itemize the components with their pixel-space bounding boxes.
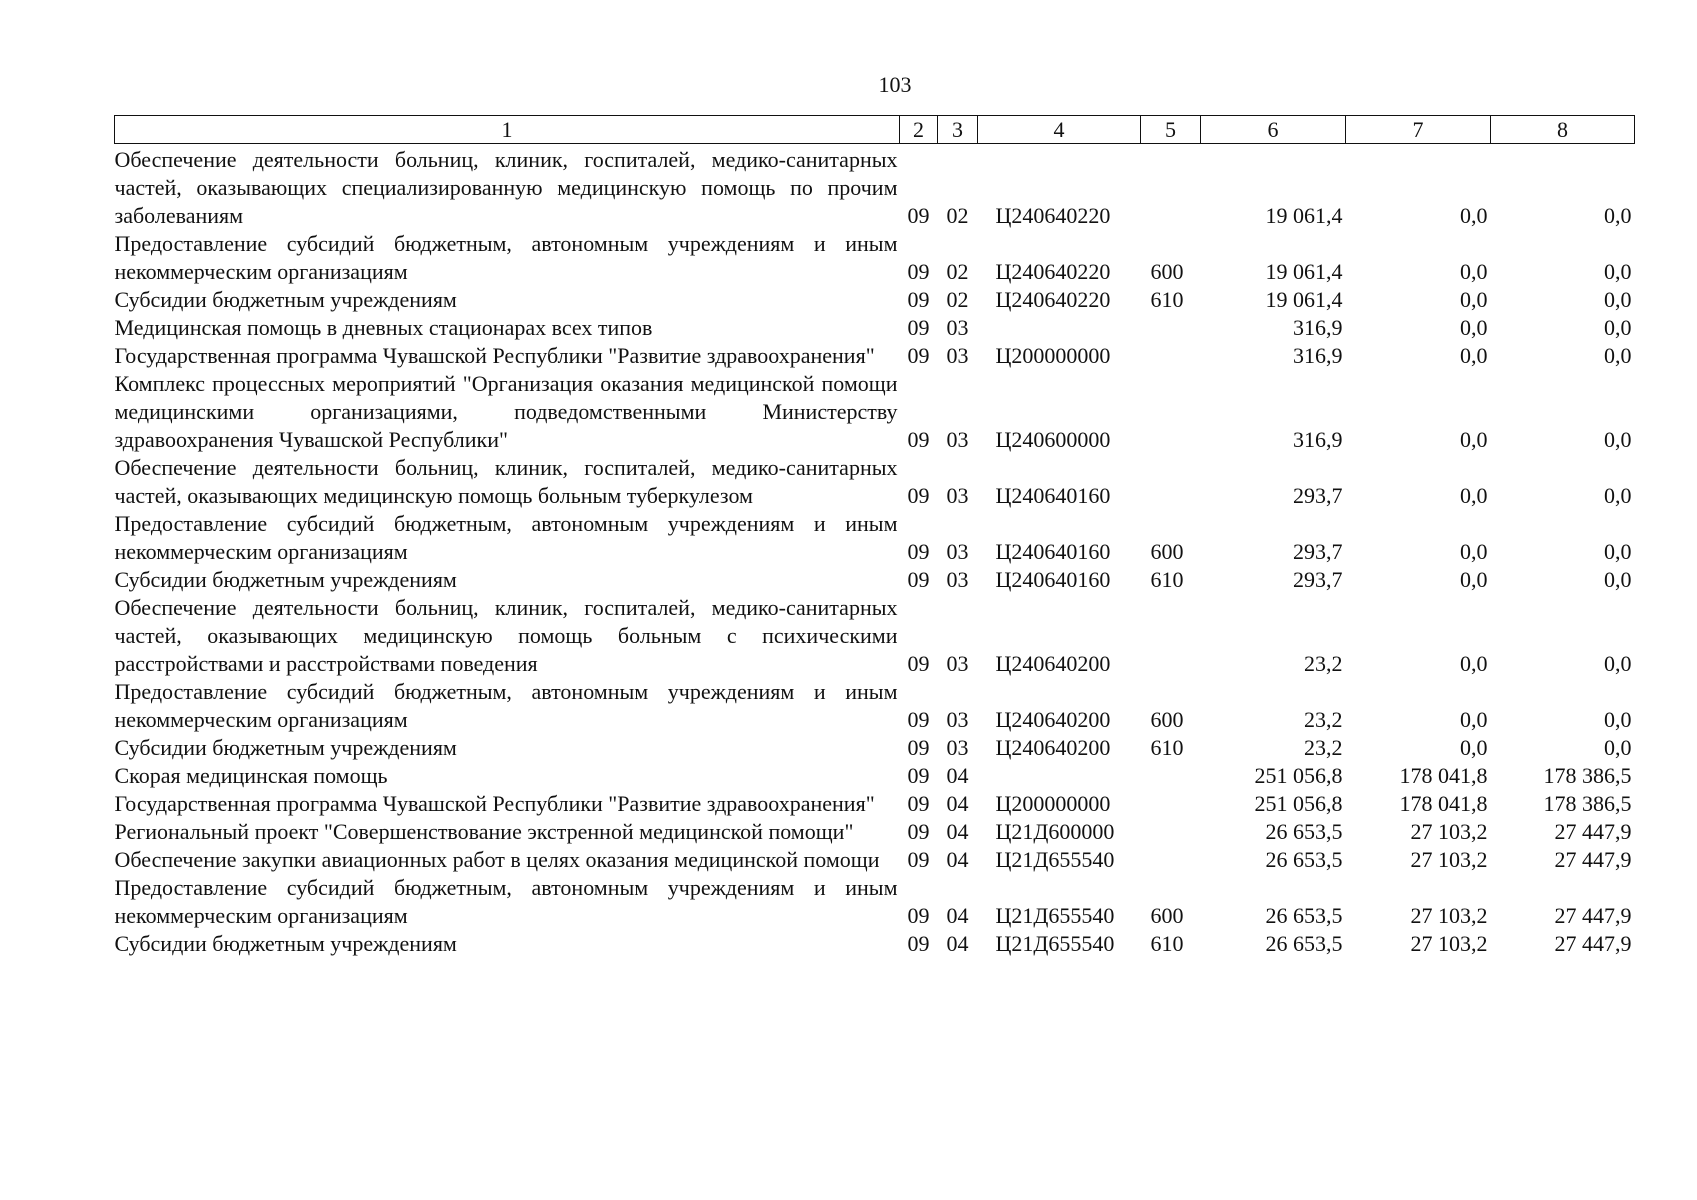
row-amount-2: 0,0 xyxy=(1460,567,1488,592)
table-row xyxy=(115,678,1635,734)
row-amount-3: 0,0 xyxy=(1604,483,1632,508)
row-amount-2: 178 041,8 xyxy=(1399,763,1488,788)
table-row xyxy=(115,454,1635,510)
table-header xyxy=(115,116,1635,144)
row-name: Субсидии бюджетным учреждениям xyxy=(114,287,457,312)
column-header-1: 1 xyxy=(115,116,900,144)
row-amount-2: 27 103,2 xyxy=(1410,903,1488,928)
row-amount-1: 23,2 xyxy=(1304,651,1343,676)
row-amount-1: 19 061,4 xyxy=(1265,259,1343,284)
row-amount-2: 27 103,2 xyxy=(1410,931,1488,956)
row-section: 09 xyxy=(907,903,930,928)
row-section: 09 xyxy=(907,791,930,816)
row-subsection: 03 xyxy=(946,539,969,564)
row-target-code: Ц240600000 xyxy=(995,427,1111,452)
row-target-code: Ц240640160 xyxy=(995,567,1111,592)
row-expense-type: 600 xyxy=(1150,707,1184,732)
header-row xyxy=(115,116,1635,144)
row-amount-2: 27 103,2 xyxy=(1410,847,1488,872)
row-amount-3: 0,0 xyxy=(1604,315,1632,340)
row-amount-1: 26 653,5 xyxy=(1265,819,1343,844)
row-expense-type: 600 xyxy=(1150,259,1184,284)
row-amount-3: 0,0 xyxy=(1604,287,1632,312)
row-name: Обеспечение закупки авиационных работ в целях оказания медицинской помощи xyxy=(114,847,880,872)
table-row xyxy=(115,734,1635,762)
row-name: Скорая медицинская помощь xyxy=(114,763,388,788)
row-subsection: 04 xyxy=(946,791,969,816)
row-amount-1: 23,2 xyxy=(1304,735,1343,760)
row-expense-type xyxy=(1141,762,1201,790)
row-amount-1: 26 653,5 xyxy=(1265,903,1343,928)
row-section: 09 xyxy=(907,819,930,844)
row-amount-2: 178 041,8 xyxy=(1399,791,1488,816)
row-amount-1: 293,7 xyxy=(1293,539,1343,564)
row-target-code: Ц21Д655540 xyxy=(995,847,1115,872)
row-section: 09 xyxy=(907,651,930,676)
row-expense-type xyxy=(1141,846,1201,874)
column-header-5: 5 xyxy=(1141,116,1201,144)
row-amount-2: 0,0 xyxy=(1460,287,1488,312)
row-amount-2: 0,0 xyxy=(1460,735,1488,760)
column-header-4: 4 xyxy=(978,116,1141,144)
row-subsection: 02 xyxy=(946,287,969,312)
row-amount-2: 27 103,2 xyxy=(1410,819,1488,844)
row-amount-3: 0,0 xyxy=(1604,343,1632,368)
table-row xyxy=(115,510,1635,566)
row-target-code: Ц21Д655540 xyxy=(995,903,1115,928)
row-amount-2: 0,0 xyxy=(1460,651,1488,676)
row-amount-3: 0,0 xyxy=(1604,567,1632,592)
row-amount-3: 0,0 xyxy=(1604,427,1632,452)
row-name: Медицинская помощь в дневных стационарах всех типов xyxy=(114,315,653,340)
row-amount-2: 0,0 xyxy=(1460,343,1488,368)
row-name: Государственная программа Чувашской Республики "Развитие здравоохранения" xyxy=(114,343,875,368)
row-subsection: 02 xyxy=(946,203,969,228)
row-amount-1: 23,2 xyxy=(1304,707,1343,732)
row-target-code xyxy=(978,762,1141,790)
row-section: 09 xyxy=(907,707,930,732)
row-amount-3: 0,0 xyxy=(1604,707,1632,732)
row-section: 09 xyxy=(907,203,930,228)
row-amount-3: 178 386,5 xyxy=(1543,791,1632,816)
row-expense-type xyxy=(1141,342,1201,370)
table-row xyxy=(115,594,1635,678)
row-amount-2: 0,0 xyxy=(1460,707,1488,732)
row-amount-2: 0,0 xyxy=(1460,203,1488,228)
row-expense-type: 600 xyxy=(1150,903,1184,928)
row-amount-3: 0,0 xyxy=(1604,203,1632,228)
row-amount-1: 293,7 xyxy=(1293,567,1343,592)
row-target-code: Ц240640220 xyxy=(995,203,1111,228)
row-subsection: 04 xyxy=(946,763,969,788)
table-row xyxy=(115,930,1635,958)
row-subsection: 04 xyxy=(946,819,969,844)
table-row xyxy=(115,818,1635,846)
row-section: 09 xyxy=(907,483,930,508)
row-expense-type: 610 xyxy=(1150,735,1184,760)
table-row xyxy=(115,342,1635,370)
row-name: Обеспечение деятельности больниц, клиник, госпиталей, медико-санитарных частей, оказывающих специализированную медицинскую помощь по прочим заболеваниям xyxy=(114,147,898,228)
row-section: 09 xyxy=(907,931,930,956)
table-row xyxy=(115,874,1635,930)
row-name: Субсидии бюджетным учреждениям xyxy=(114,567,457,592)
row-section: 09 xyxy=(907,763,930,788)
row-amount-2: 0,0 xyxy=(1460,483,1488,508)
row-amount-1: 26 653,5 xyxy=(1265,931,1343,956)
row-subsection: 04 xyxy=(946,903,969,928)
row-amount-2: 0,0 xyxy=(1460,427,1488,452)
row-subsection: 03 xyxy=(946,567,969,592)
row-amount-3: 27 447,9 xyxy=(1554,847,1632,872)
row-name: Региональный проект "Совершенствование экстренной медицинской помощи" xyxy=(114,819,854,844)
row-section: 09 xyxy=(907,427,930,452)
row-amount-3: 0,0 xyxy=(1604,539,1632,564)
row-amount-1: 251 056,8 xyxy=(1254,791,1343,816)
row-amount-1: 293,7 xyxy=(1293,483,1343,508)
row-amount-3: 27 447,9 xyxy=(1554,931,1632,956)
column-header-7: 7 xyxy=(1346,116,1491,144)
page-number: 103 xyxy=(878,72,912,97)
row-subsection: 03 xyxy=(946,427,969,452)
column-header-3: 3 xyxy=(938,116,978,144)
row-target-code: Ц200000000 xyxy=(995,791,1111,816)
row-amount-1: 251 056,8 xyxy=(1254,763,1343,788)
row-amount-3: 0,0 xyxy=(1604,735,1632,760)
row-section: 09 xyxy=(907,567,930,592)
row-amount-1: 19 061,4 xyxy=(1265,203,1343,228)
column-header-8: 8 xyxy=(1491,116,1635,144)
row-target-code: Ц200000000 xyxy=(995,343,1111,368)
row-target-code: Ц21Д655540 xyxy=(995,931,1115,956)
column-header-6: 6 xyxy=(1201,116,1346,144)
row-target-code: Ц21Д600000 xyxy=(995,819,1115,844)
row-subsection: 03 xyxy=(946,651,969,676)
row-subsection: 02 xyxy=(946,259,969,284)
table-row xyxy=(115,790,1635,818)
row-expense-type: 600 xyxy=(1150,539,1184,564)
table-row xyxy=(115,286,1635,314)
row-expense-type xyxy=(1141,594,1201,678)
row-target-code: Ц240640220 xyxy=(995,287,1111,312)
row-name: Субсидии бюджетным учреждениям xyxy=(114,735,457,760)
row-amount-3: 27 447,9 xyxy=(1554,819,1632,844)
row-target-code: Ц240640160 xyxy=(995,539,1111,564)
row-subsection: 03 xyxy=(946,483,969,508)
row-section: 09 xyxy=(907,343,930,368)
row-section: 09 xyxy=(907,287,930,312)
row-target-code: Ц240640220 xyxy=(995,259,1111,284)
row-amount-3: 178 386,5 xyxy=(1543,763,1632,788)
row-name: Субсидии бюджетным учреждениям xyxy=(114,931,457,956)
row-name: Предоставление субсидий бюджетным, автономным учреждениям и иным некоммерческим организациям xyxy=(114,875,898,928)
table-body xyxy=(115,144,1635,959)
row-section: 09 xyxy=(907,259,930,284)
row-target-code: Ц240640200 xyxy=(995,735,1111,760)
row-subsection: 04 xyxy=(946,847,969,872)
row-amount-1: 316,9 xyxy=(1293,427,1343,452)
row-expense-type: 610 xyxy=(1150,567,1184,592)
row-subsection: 03 xyxy=(946,343,969,368)
row-amount-2: 0,0 xyxy=(1460,259,1488,284)
row-target-code: Ц240640160 xyxy=(995,483,1111,508)
row-subsection: 03 xyxy=(946,707,969,732)
table-row xyxy=(115,762,1635,790)
table-row xyxy=(115,230,1635,286)
table-row xyxy=(115,566,1635,594)
table-row xyxy=(115,846,1635,874)
row-name: Предоставление субсидий бюджетным, автономным учреждениям и иным некоммерческим организациям xyxy=(114,511,898,564)
row-expense-type xyxy=(1141,790,1201,818)
table-row xyxy=(115,314,1635,342)
row-amount-3: 0,0 xyxy=(1604,651,1632,676)
table-row xyxy=(115,144,1635,231)
row-name: Комплекс процессных мероприятий "Организация оказания медицинской помощи медицинскими организациями, подведомственными Министерству здравоохранения Чувашской Республики" xyxy=(114,371,898,452)
row-section: 09 xyxy=(907,539,930,564)
row-expense-type xyxy=(1141,314,1201,342)
row-expense-type xyxy=(1141,144,1201,231)
row-amount-3: 27 447,9 xyxy=(1554,903,1632,928)
row-amount-1: 26 653,5 xyxy=(1265,847,1343,872)
row-amount-1: 316,9 xyxy=(1293,315,1343,340)
row-amount-3: 0,0 xyxy=(1604,259,1632,284)
table-row xyxy=(115,370,1635,454)
row-expense-type: 610 xyxy=(1150,931,1184,956)
row-amount-2: 0,0 xyxy=(1460,315,1488,340)
row-expense-type xyxy=(1141,370,1201,454)
row-name: Предоставление субсидий бюджетным, автономным учреждениям и иным некоммерческим организациям xyxy=(114,679,898,732)
row-expense-type xyxy=(1141,454,1201,510)
row-name: Государственная программа Чувашской Республики "Развитие здравоохранения" xyxy=(114,791,875,816)
row-amount-1: 316,9 xyxy=(1293,343,1343,368)
row-expense-type xyxy=(1141,818,1201,846)
row-target-code: Ц240640200 xyxy=(995,707,1111,732)
row-amount-1: 19 061,4 xyxy=(1265,287,1343,312)
row-subsection: 03 xyxy=(946,735,969,760)
row-target-code xyxy=(978,314,1141,342)
row-subsection: 04 xyxy=(946,931,969,956)
row-subsection: 03 xyxy=(946,315,969,340)
row-name: Обеспечение деятельности больниц, клиник, госпиталей, медико-санитарных частей, оказывающих медицинскую помощь больным туберкулезом xyxy=(114,455,898,508)
budget-table xyxy=(114,115,1635,958)
row-name: Обеспечение деятельности больниц, клиник, госпиталей, медико-санитарных частей, оказывающих медицинскую помощь больным с психическими расстройствами и расстройствами поведения xyxy=(114,595,898,676)
row-section: 09 xyxy=(907,847,930,872)
column-header-2: 2 xyxy=(900,116,938,144)
row-section: 09 xyxy=(907,735,930,760)
row-target-code: Ц240640200 xyxy=(995,651,1111,676)
row-expense-type: 610 xyxy=(1150,287,1184,312)
row-section: 09 xyxy=(907,315,930,340)
row-amount-2: 0,0 xyxy=(1460,539,1488,564)
row-name: Предоставление субсидий бюджетным, автономным учреждениям и иным некоммерческим организациям xyxy=(114,231,898,284)
